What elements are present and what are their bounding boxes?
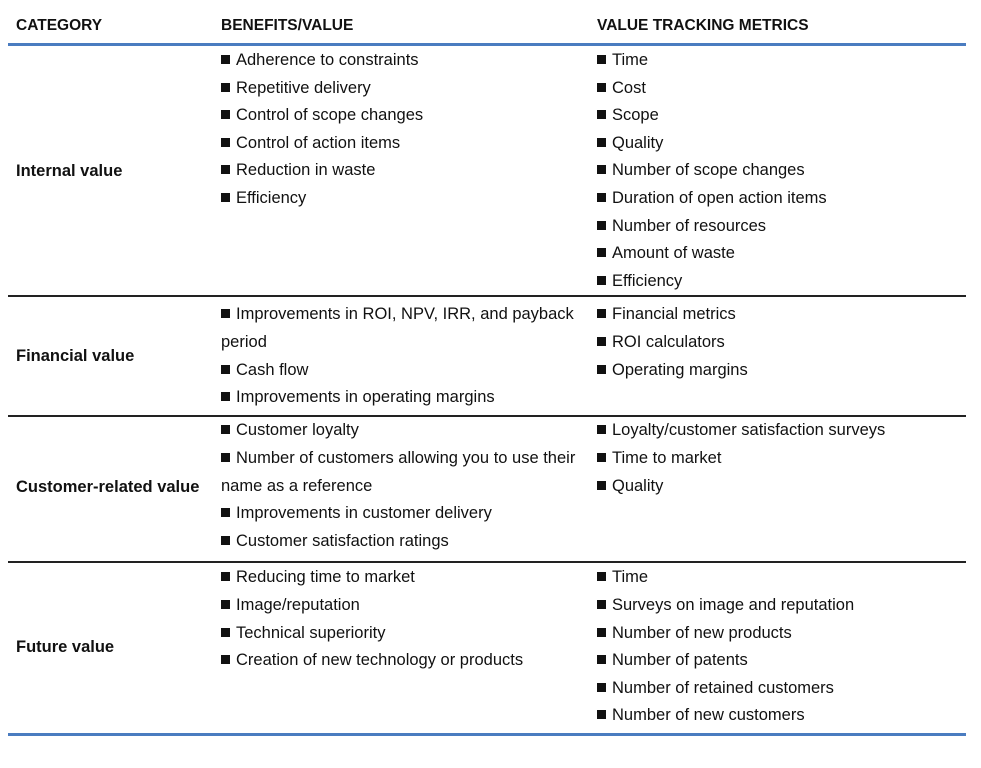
square-bullet-icon — [221, 392, 230, 401]
square-bullet-icon — [221, 165, 230, 174]
benefits-list — [221, 564, 581, 674]
list-item — [597, 268, 958, 296]
table-row-future-value — [8, 562, 966, 734]
list-item — [221, 592, 581, 620]
metrics-list — [597, 417, 958, 500]
square-bullet-icon — [597, 221, 606, 230]
benefits-cell — [213, 45, 589, 297]
square-bullet-icon — [221, 193, 230, 202]
list-item-text: Time to market — [612, 448, 722, 467]
list-item-text: Reduction in waste — [236, 161, 376, 180]
list-item-text: Customer satisfaction ratings — [236, 531, 449, 550]
list-item-text: Improvements in customer delivery — [236, 504, 492, 523]
square-bullet-icon — [597, 110, 606, 119]
list-item-text: Time — [612, 51, 649, 69]
list-item-text: Quality — [612, 476, 664, 495]
square-bullet-icon — [597, 655, 606, 664]
square-bullet-icon — [597, 337, 606, 346]
list-item — [221, 417, 581, 445]
list-item-text: Control of scope changes — [236, 106, 424, 125]
list-item — [221, 445, 581, 500]
square-bullet-icon — [221, 508, 230, 517]
square-bullet-icon — [597, 365, 606, 374]
square-bullet-icon — [597, 276, 606, 285]
list-item-text: Adherence to constraints — [236, 51, 419, 69]
list-item-text: Quality — [612, 133, 664, 152]
list-item-text: Cost — [612, 78, 646, 97]
square-bullet-icon — [221, 600, 230, 609]
square-bullet-icon — [597, 55, 606, 64]
benefits-cell — [213, 296, 589, 416]
list-item — [221, 130, 581, 158]
list-item-text: Improvements in operating margins — [236, 388, 495, 407]
value-table — [8, 10, 966, 736]
list-item — [221, 301, 581, 356]
metrics-cell — [589, 562, 966, 734]
list-item-text: Surveys on image and reputation — [612, 595, 855, 614]
list-item — [597, 592, 958, 620]
list-item — [221, 564, 581, 592]
table-row-financial-value — [8, 296, 966, 416]
metrics-cell — [589, 45, 966, 297]
list-item — [597, 240, 958, 268]
square-bullet-icon — [597, 248, 606, 257]
header-metrics: VALUE TRACKING METRICS — [589, 10, 966, 45]
list-item — [597, 157, 958, 185]
list-item — [221, 102, 581, 130]
list-item — [221, 47, 581, 75]
list-item-text: Cash flow — [236, 360, 309, 379]
list-item — [221, 357, 581, 385]
square-bullet-icon — [221, 110, 230, 119]
list-item-text: Reducing time to market — [236, 568, 415, 587]
square-bullet-icon — [597, 628, 606, 637]
square-bullet-icon — [597, 309, 606, 318]
list-item — [597, 473, 958, 501]
metrics-list — [597, 564, 958, 730]
square-bullet-icon — [221, 138, 230, 147]
list-item — [597, 417, 958, 445]
metrics-cell — [589, 416, 966, 562]
header-row — [8, 10, 966, 45]
list-item — [221, 500, 581, 528]
list-item — [597, 702, 958, 730]
table-row-customer-related-value — [8, 416, 966, 562]
list-item — [597, 102, 958, 130]
list-item-text: Repetitive delivery — [236, 78, 371, 97]
list-item — [221, 528, 581, 556]
category-cell: Financial value — [8, 296, 213, 416]
list-item — [597, 445, 958, 473]
list-item-text: Creation of new technology or products — [236, 651, 524, 670]
benefits-list — [221, 301, 581, 411]
square-bullet-icon — [597, 683, 606, 692]
list-item — [597, 620, 958, 648]
square-bullet-icon — [597, 600, 606, 609]
list-item-text: Duration of open action items — [612, 188, 827, 207]
benefits-cell — [213, 416, 589, 562]
list-item — [221, 620, 581, 648]
list-item-text: Loyalty/customer satisfaction surveys — [612, 421, 886, 440]
metrics-list — [597, 47, 958, 295]
square-bullet-icon — [221, 572, 230, 581]
benefits-list — [221, 47, 581, 213]
square-bullet-icon — [597, 165, 606, 174]
list-item — [221, 157, 581, 185]
list-item-text: Control of action items — [236, 133, 401, 152]
list-item — [221, 647, 581, 675]
list-item-text: Improvements in ROI, NPV, IRR, and payback period — [221, 305, 574, 351]
square-bullet-icon — [597, 425, 606, 434]
list-item-text: Operating margins — [612, 360, 748, 379]
list-item-text: Number of resources — [612, 216, 767, 235]
square-bullet-icon — [221, 536, 230, 545]
square-bullet-icon — [221, 83, 230, 92]
list-item-text: Efficiency — [612, 271, 683, 290]
list-item — [597, 301, 958, 329]
square-bullet-icon — [597, 710, 606, 719]
list-item — [597, 564, 958, 592]
benefits-cell — [213, 562, 589, 734]
category-cell: Customer-related value — [8, 416, 213, 562]
square-bullet-icon — [597, 193, 606, 202]
square-bullet-icon — [597, 572, 606, 581]
square-bullet-icon — [221, 425, 230, 434]
square-bullet-icon — [597, 83, 606, 92]
square-bullet-icon — [221, 453, 230, 462]
header-benefits: BENEFITS/VALUE — [213, 10, 589, 45]
list-item — [597, 675, 958, 703]
list-item — [597, 329, 958, 357]
metrics-cell — [589, 296, 966, 416]
list-item-text: Time — [612, 568, 649, 587]
square-bullet-icon — [597, 138, 606, 147]
list-item — [221, 75, 581, 103]
list-item — [597, 213, 958, 241]
list-item-text: Technical superiority — [236, 623, 386, 642]
list-item-text: Amount of waste — [612, 244, 735, 263]
list-item — [597, 75, 958, 103]
list-item — [597, 47, 958, 75]
square-bullet-icon — [597, 481, 606, 490]
list-item-text: Customer loyalty — [236, 421, 359, 440]
list-item — [221, 185, 581, 213]
list-item-text: Number of retained customers — [612, 678, 834, 697]
square-bullet-icon — [221, 655, 230, 664]
header-category: CATEGORY — [8, 10, 213, 45]
list-item-text: Efficiency — [236, 188, 307, 207]
benefits-list — [221, 417, 581, 555]
list-item-text: Number of new customers — [612, 706, 805, 725]
list-item — [597, 185, 958, 213]
square-bullet-icon — [221, 365, 230, 374]
list-item — [597, 647, 958, 675]
square-bullet-icon — [221, 309, 230, 318]
category-cell: Internal value — [8, 45, 213, 297]
list-item-text: Number of patents — [612, 651, 748, 670]
list-item-text: Image/reputation — [236, 595, 360, 614]
square-bullet-icon — [597, 453, 606, 462]
square-bullet-icon — [221, 55, 230, 64]
table-row-internal-value — [8, 45, 966, 297]
metrics-list — [597, 301, 958, 384]
list-item-text: Number of new products — [612, 623, 792, 642]
list-item — [597, 357, 958, 385]
list-item — [221, 384, 581, 412]
list-item — [597, 130, 958, 158]
list-item-text: Number of customers allowing you to use their name as a reference — [221, 448, 576, 495]
list-item-text: Financial metrics — [612, 305, 736, 324]
list-item-text: ROI calculators — [612, 332, 725, 351]
category-cell: Future value — [8, 562, 213, 734]
list-item-text: Scope — [612, 106, 659, 125]
square-bullet-icon — [221, 628, 230, 637]
list-item-text: Number of scope changes — [612, 161, 805, 180]
